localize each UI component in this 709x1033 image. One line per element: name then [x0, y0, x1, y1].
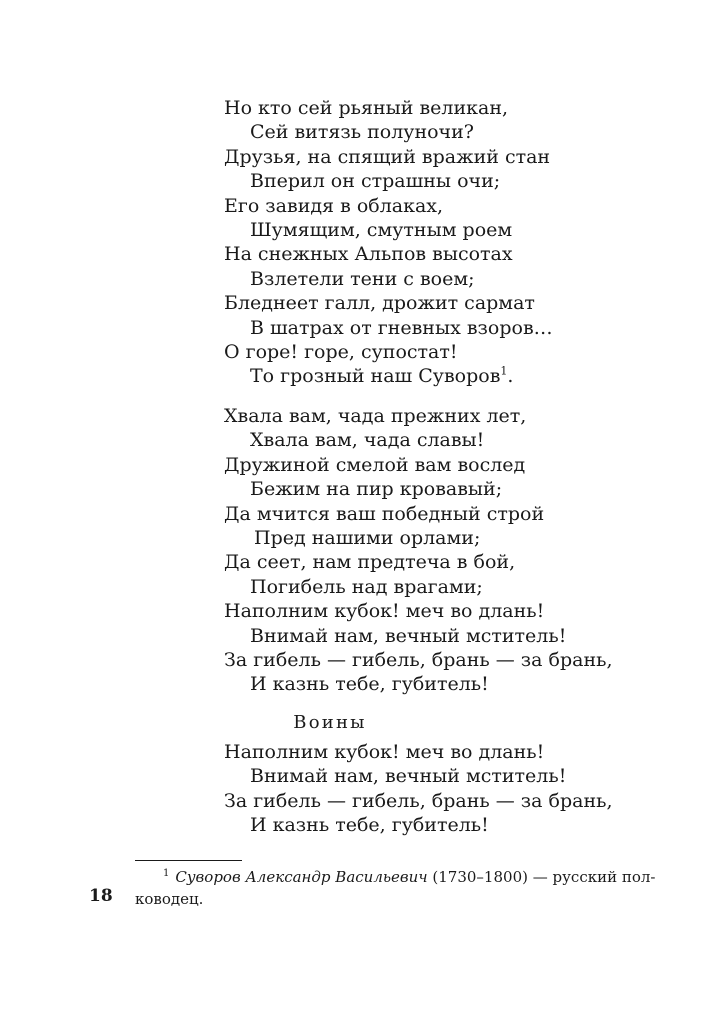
verse-line: Друзья, на спящий вражий стан — [224, 145, 551, 168]
verse-line: Внимай нам, вечный мститель! — [250, 624, 567, 647]
verse-line: Но кто сей рьяный великан, — [224, 97, 509, 119]
verse-line-text: То грозный наш Суворов — [250, 365, 501, 388]
page-number: 18 — [89, 886, 113, 906]
verse-line: Погибель над врагами; — [250, 575, 483, 598]
footnote-text: (1730–1800) — русский пол- — [427, 868, 656, 886]
stanza-3 — [224, 740, 664, 838]
stanza-2 — [224, 404, 664, 697]
verse-line: Наполним кубок! меч во длань! — [224, 741, 545, 763]
footnote-mark: 1 — [163, 868, 170, 879]
section-heading: Воины — [293, 712, 367, 733]
verse-line: Да мчится ваш победный строй — [224, 502, 545, 525]
verse-line: О горе! горе, супостат! — [224, 340, 458, 363]
verse-line: Хвала вам, чада славы! — [250, 429, 485, 452]
verse-line: Хвала вам, чада прежних лет, — [224, 405, 527, 427]
verse-line: Пред нашими орлами; — [254, 526, 481, 549]
footnote-line-2: ководец. — [135, 890, 204, 908]
verse-line: За гибель — гибель, брань — за брань, — [224, 648, 613, 671]
verse-line: Вперил он страшны очи; — [250, 170, 501, 193]
verse-line: Дружиной смелой вам вослед — [224, 453, 526, 476]
verse-line: За гибель — гибель, брань — за брань, — [224, 789, 613, 812]
verse-line: Бежим на пир кровавый; — [250, 478, 503, 501]
verse-line: Его завидя в облаках, — [224, 194, 444, 217]
verse-line: На снежных Альпов высотах — [224, 243, 513, 266]
verse-line: Бледнеет галл, дрожит сармат — [224, 292, 535, 315]
verse-line: И казнь тебе, губитель! — [250, 673, 489, 696]
verse-line — [224, 364, 664, 388]
footnote — [135, 866, 656, 910]
footnote-divider — [135, 860, 242, 861]
footnote-line-1 — [135, 866, 656, 888]
verse-line: В шатрах от гневных взоров… — [250, 316, 553, 339]
verse-line: Да сеет, нам предтеча в бой, — [224, 551, 516, 574]
verse-line: Внимай нам, вечный мститель! — [250, 765, 567, 788]
verse-line: Наполним кубок! меч во длань! — [224, 600, 545, 623]
verse-line-tail: . — [507, 365, 514, 388]
stanza-1 — [224, 96, 664, 389]
footnote-reference[interactable]: 1 — [500, 364, 508, 378]
verse-line: И казнь тебе, губитель! — [250, 814, 489, 837]
footnote-name: Суворов Александр Васильевич — [175, 868, 428, 886]
verse-line: Шумящим, смутным роем — [250, 218, 513, 241]
verse-line: Сей витязь полуночи? — [250, 121, 474, 144]
verse-line: Взлетели тени с воем; — [250, 267, 475, 290]
